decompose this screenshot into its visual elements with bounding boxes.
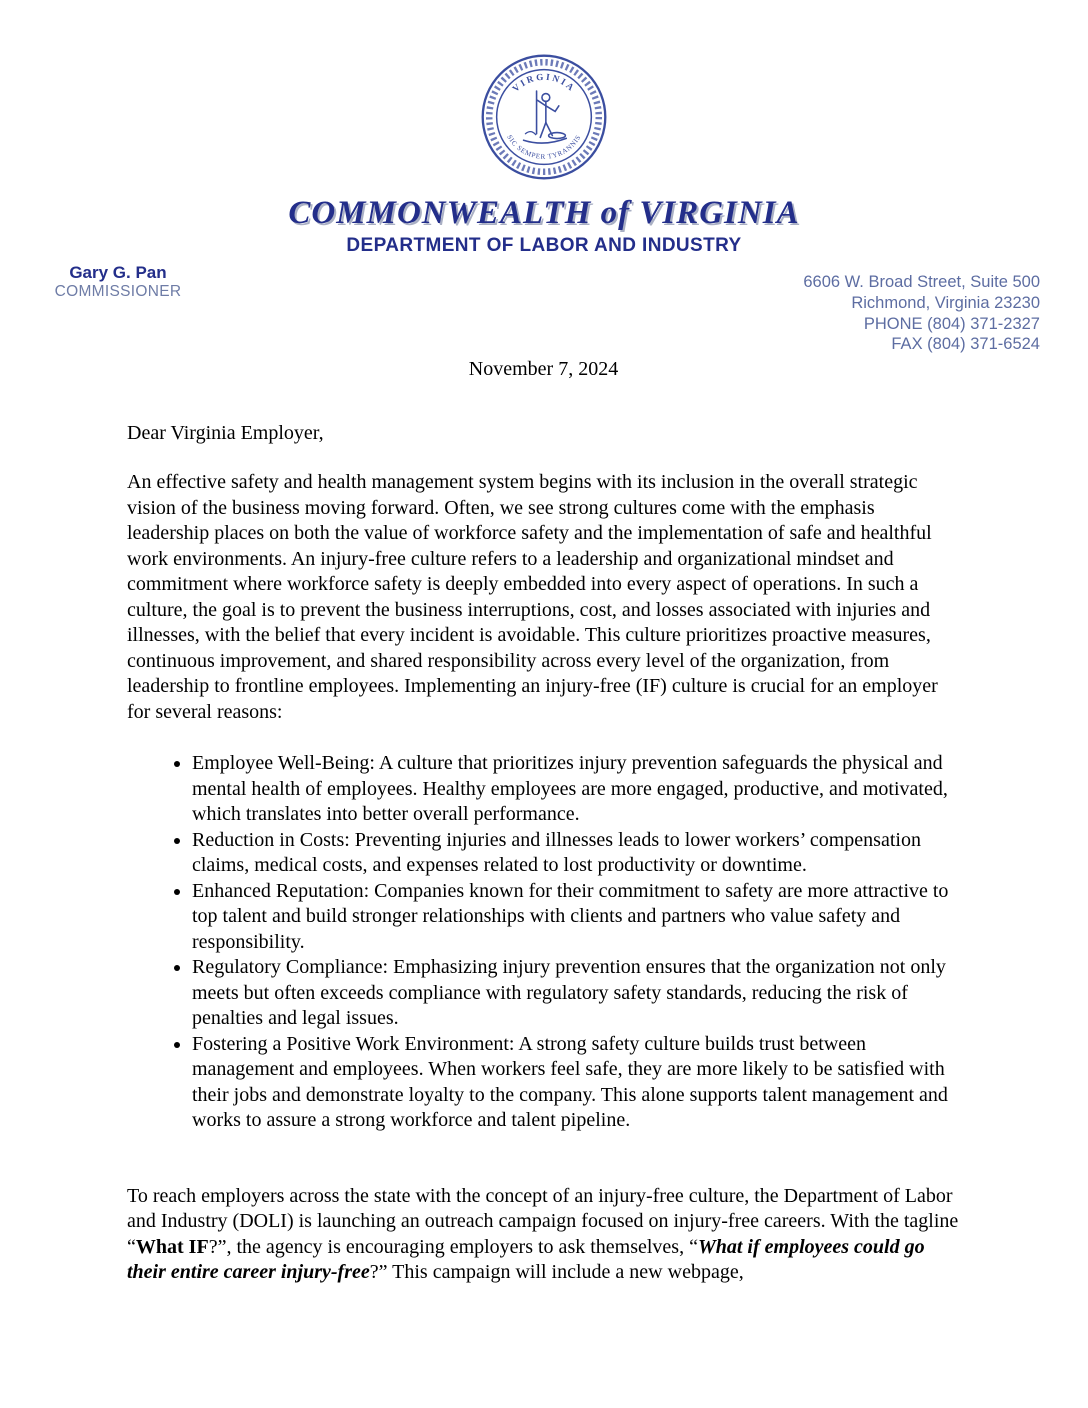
bullet-positive-work-environment: • Fostering a Positive Work Environment: A strong safety culture builds trust between management and employees. When workers feel safe, they are more likely to be satisfied with their jobs and demonstrate loyalty to the company. This alone supports talent management and works to assure a strong workforce and talent pipeline. bbox=[192, 1032, 960, 1134]
commissioner-block bbox=[52, 263, 184, 302]
campaign-text-2: ?”, the agency is encouraging employers to ask themselves, “ bbox=[208, 1235, 698, 1258]
seal-bottom-text: SIC SEMPER TYRANNIS bbox=[505, 133, 583, 161]
campaign-question: What if employees could go their entire career injury-free bbox=[127, 1235, 925, 1283]
bullet-enhanced-reputation: • Enhanced Reputation: Companies known for their commitment to safety are more attractive to top talent and build stronger relationships with clients and partners who value safety and responsibility. bbox=[192, 879, 960, 956]
seal-top-text: VIRGINIA bbox=[511, 72, 577, 95]
campaign-tagline: What IF bbox=[135, 1235, 209, 1258]
campaign-text-3: ?” This campaign will include a new webpage, bbox=[369, 1261, 744, 1283]
letter-date: November 7, 2024 bbox=[468, 358, 619, 380]
letter-body bbox=[127, 357, 960, 1286]
virginia-state-seal-icon bbox=[479, 52, 609, 182]
campaign-text-1: To reach employers across the state with the concept of an injury-free culture, the Department of Labor and Industry (DOLI) is launching an outreach campaign focused on injury-free careers. With the tagline “ bbox=[127, 1184, 959, 1258]
salutation: Dear Virginia Employer, bbox=[127, 421, 324, 444]
letterhead bbox=[0, 0, 1088, 257]
letterhead-department: DEPARTMENT OF LABOR AND INDUSTRY bbox=[346, 235, 742, 256]
paragraph-campaign bbox=[127, 1184, 960, 1286]
commissioner-name: Gary G. Pan bbox=[69, 263, 167, 282]
bullet-reduction-in-costs: • Reduction in Costs: Preventing injuries and illnesses leads to lower workers’ compensation claims, medical costs, and expenses related to lost productivity or downtime. bbox=[192, 828, 960, 879]
letterhead-title: COMMONWEALTH of VIRGINIA bbox=[288, 195, 800, 231]
address-fax: FAX (804) 371-6524 bbox=[891, 335, 1040, 354]
bullet-regulatory-compliance: • Regulatory Compliance: Emphasizing injury prevention ensures that the organization not only meets but often exceeds compliance with regulatory safety standards, reducing the risk of penalties and legal issues. bbox=[192, 955, 960, 1032]
reasons-bullet-list bbox=[127, 751, 960, 1134]
commissioner-title: COMMISSIONER bbox=[54, 283, 182, 301]
agency-address-block bbox=[803, 272, 1040, 355]
address-street: 6606 W. Broad Street, Suite 500 bbox=[803, 273, 1040, 291]
address-phone: PHONE (804) 371-2327 bbox=[863, 314, 1040, 333]
paragraph-intro: An effective safety and health management system begins with its inclusion in the overall strategic vision of the business moving forward. Often, we see strong cultures come with the emphasis leadership places on both the value of workforce safety and the implementation of safe and healthful work environments. An injury-free culture refers to a leadership and organizational mindset and commitment where workforce safety is deeply embedded into every aspect of operations. In such a culture, the goal is to prevent the business interruptions, cost, and losses associated with injuries and illnesses, with the belief that every incident is avoidable. This culture prioritizes proactive measures, continuous improvement, and shared responsibility across every level of the organization, from leadership to frontline employees. Implementing an injury-free (IF) culture is crucial for an employer for several reasons: bbox=[127, 471, 938, 723]
address-city: Richmond, Virginia 23230 bbox=[851, 293, 1040, 312]
seal-virtus-figure bbox=[524, 91, 567, 143]
bullet-employee-well-being: • Employee Well-Being: A culture that prioritizes injury prevention safeguards the physical and mental health of employees. Healthy employees are more engaged, productive, and motivated, which translates into better overall performance. bbox=[192, 751, 960, 828]
